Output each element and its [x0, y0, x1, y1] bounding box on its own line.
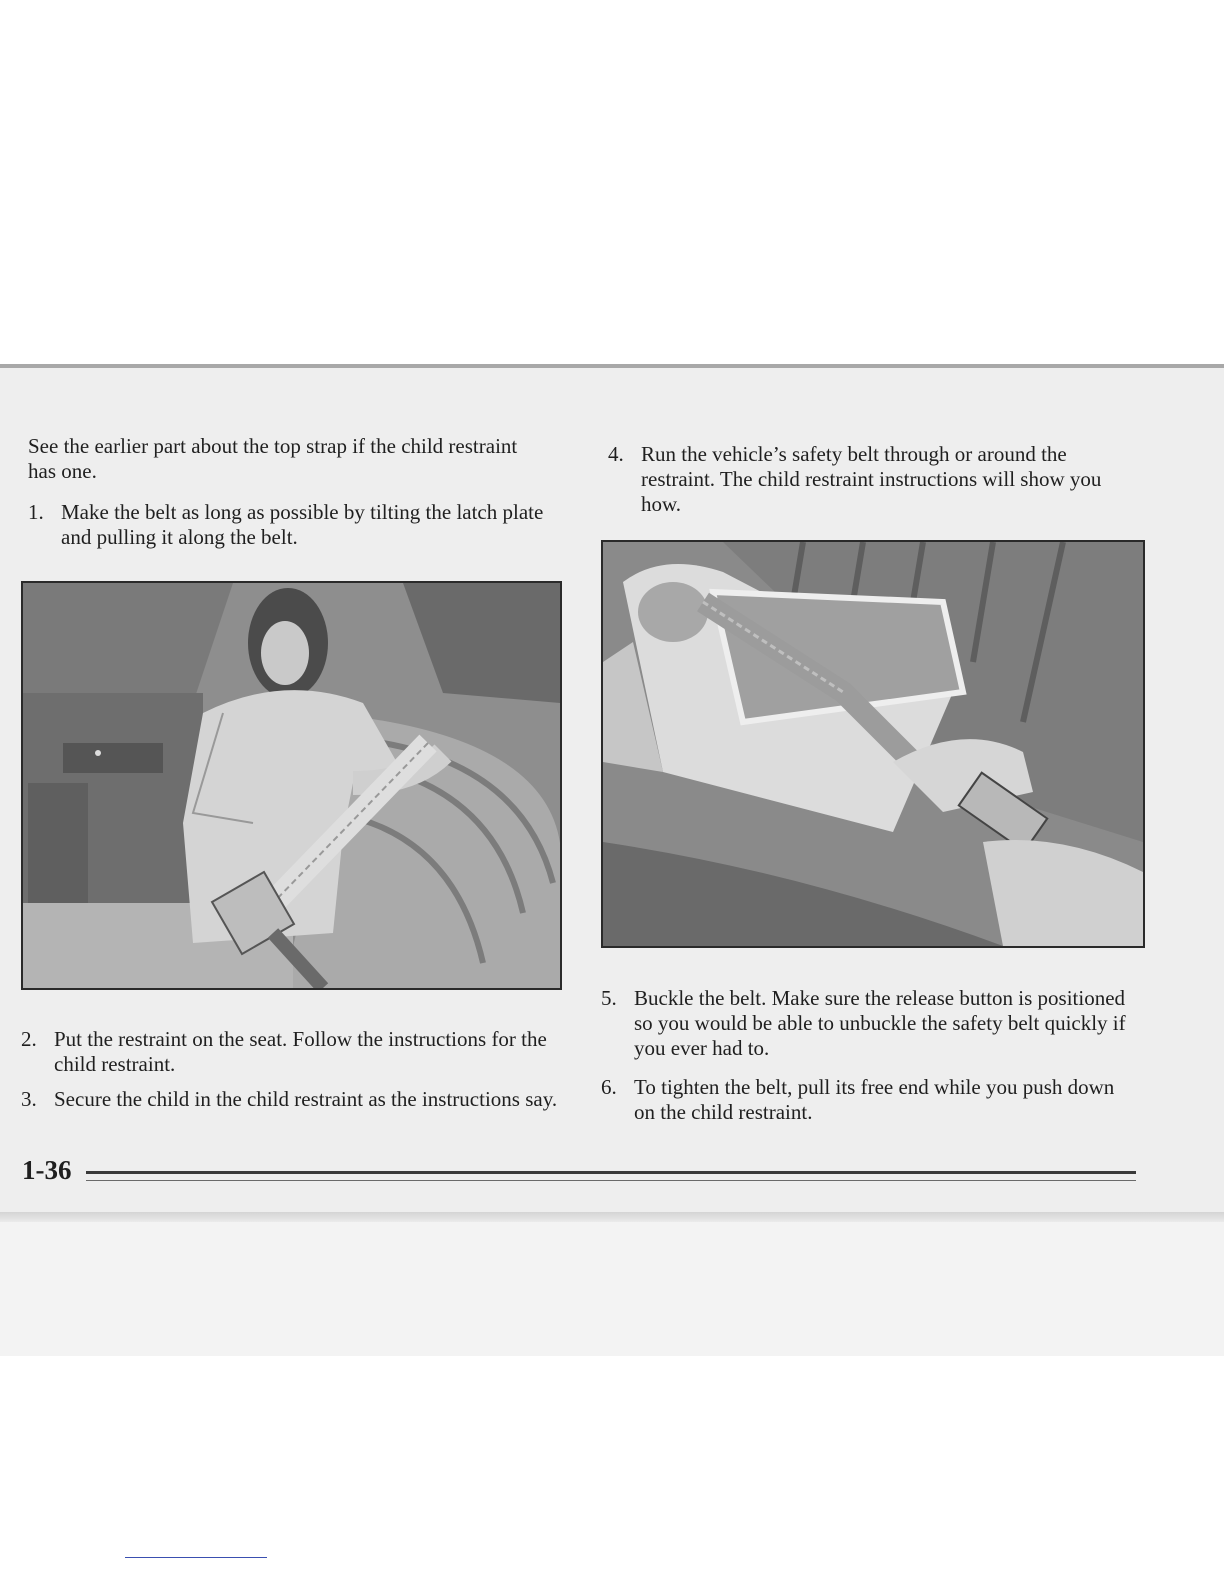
- step-3: [21, 1087, 558, 1112]
- step-5-text: Buckle the belt. Make sure the release button is positioned so you would be able to unbuckle the safety belt quickly if you ever had to.: [634, 986, 1126, 1060]
- step-6-text: To tighten the belt, pull its free end while you push down on the child restraint.: [634, 1075, 1115, 1124]
- step-1: [28, 500, 558, 550]
- page-number: 1-36: [22, 1155, 72, 1185]
- step-2: [21, 1027, 558, 1077]
- illustration-woman-pulling-belt: [21, 581, 562, 990]
- bottom-underline: [125, 1557, 267, 1558]
- step-1-number: 1.: [28, 500, 44, 524]
- step-6-number: 6.: [601, 1075, 617, 1099]
- step-5-number: 5.: [601, 986, 617, 1010]
- step-4-number: 4.: [608, 442, 624, 466]
- footer-rule-thin: [86, 1180, 1136, 1181]
- step-2-text: Put the restraint on the seat. Follow the instructions for the child restraint.: [54, 1027, 547, 1076]
- footer-rule: [86, 1171, 1136, 1174]
- page-bottom-margin: [0, 1222, 1224, 1356]
- step-3-number: 3.: [21, 1087, 37, 1111]
- step-4-text: Run the vehicle’s safety belt through or around the restraint. The child restraint instructions will show you how.: [641, 442, 1102, 516]
- page-top-edge: [0, 364, 1224, 368]
- step-1-text: Make the belt as long as possible by tilting the latch plate and pulling it along the belt.: [61, 500, 544, 549]
- step-6: [601, 1075, 1131, 1125]
- illustration-belt-through-child-seat: [601, 540, 1145, 948]
- intro-paragraph: See the earlier part about the top strap if the child restraint has one.: [28, 434, 518, 483]
- step-3-text: Secure the child in the child restraint as the instructions say.: [54, 1087, 558, 1111]
- step-2-number: 2.: [21, 1027, 37, 1051]
- step-5: [601, 986, 1131, 1061]
- step-4: [608, 442, 1128, 517]
